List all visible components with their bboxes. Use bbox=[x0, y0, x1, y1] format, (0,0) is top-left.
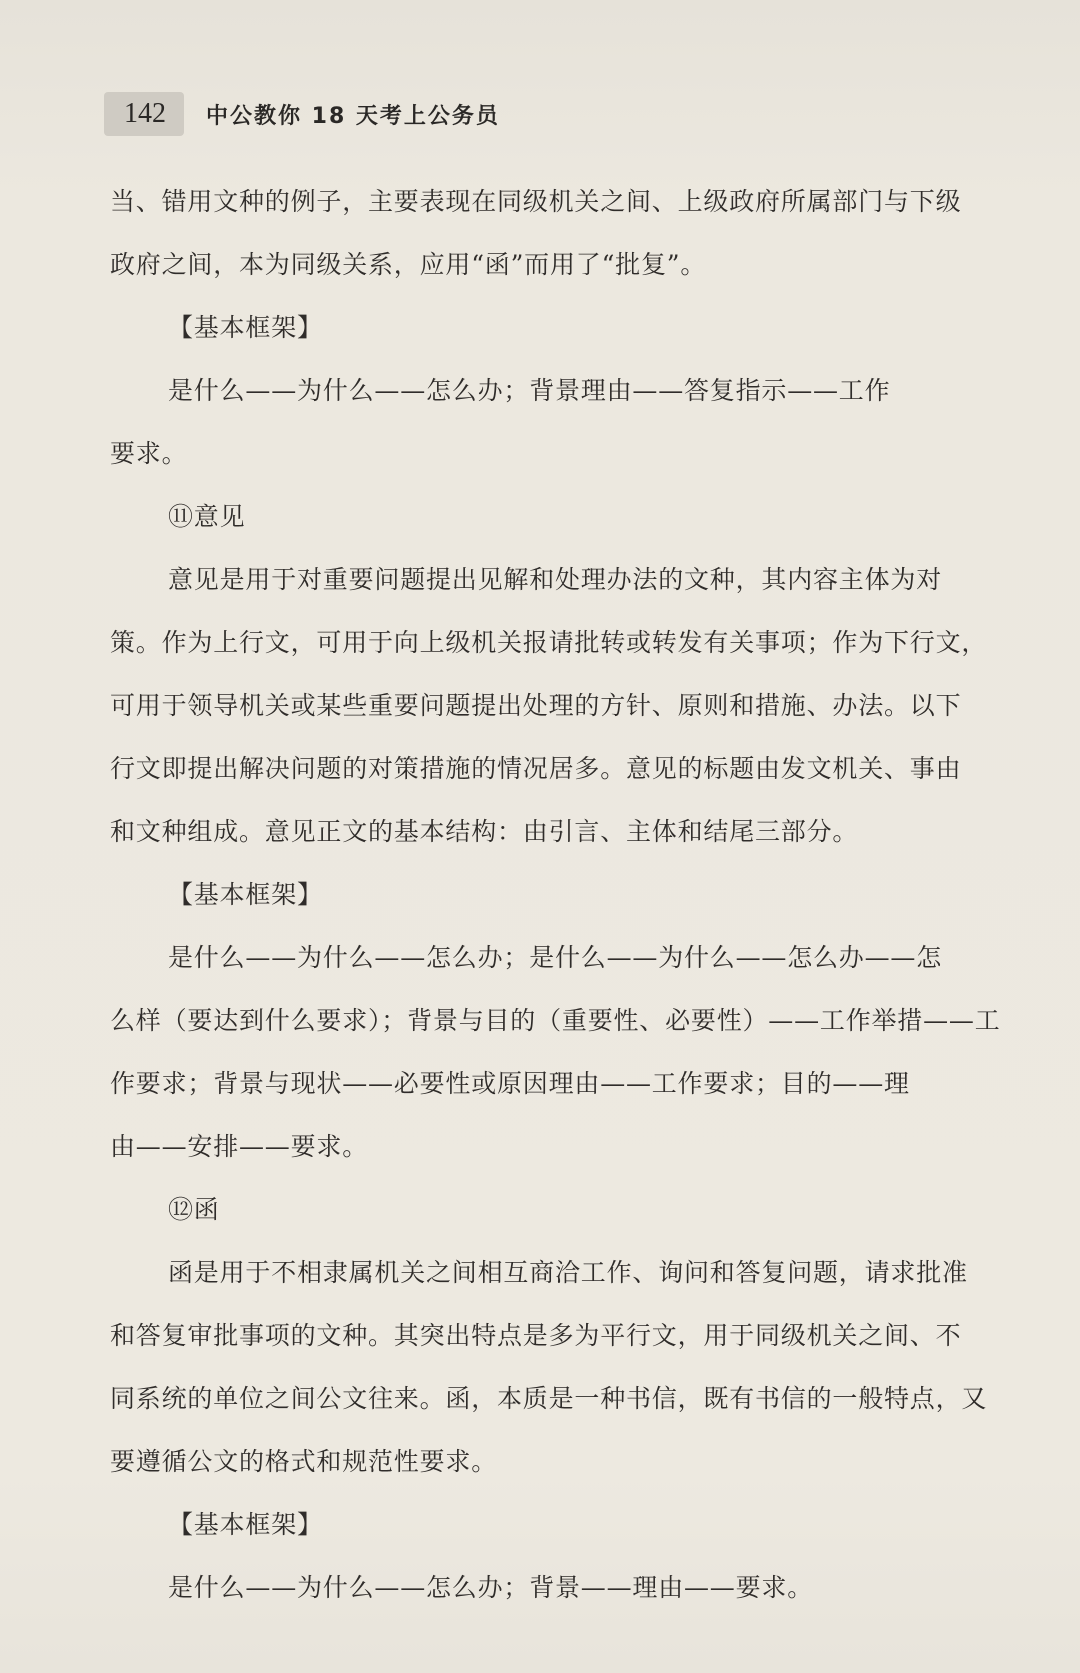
text-line: 和答复审批事项的文种。其突出特点是多为平行文，用于同级机关之间、不 bbox=[110, 1321, 962, 1350]
text-line: 作要求；背景与现状——必要性或原因理由——工作要求；目的——理 bbox=[110, 1069, 910, 1098]
body-text bbox=[110, 170, 1068, 1619]
section-heading: 【基本框架】 bbox=[168, 880, 323, 909]
page-header bbox=[104, 88, 500, 140]
text-line: 是什么——为什么——怎么办；背景——理由——要求。 bbox=[168, 1573, 814, 1602]
text-line: 同系统的单位之间公文往来。函，本质是一种书信，既有书信的一般特点，又 bbox=[110, 1384, 988, 1413]
text-line: 政府之间，本为同级关系，应用“函”而用了“批复”。 bbox=[110, 250, 707, 279]
text-line: 么样（要达到什么要求）；背景与目的（重要性、必要性）——工作举措——工 bbox=[110, 1006, 1001, 1035]
page-number: 142 bbox=[104, 92, 184, 136]
text-line: 和文种组成。意见正文的基本结构：由引言、主体和结尾三部分。 bbox=[110, 817, 859, 846]
text-line: 意见是用于对重要问题提出见解和处理办法的文种，其内容主体为对 bbox=[168, 565, 943, 594]
text-line: 可用于领导机关或某些重要问题提出处理的方针、原则和措施、办法。以下 bbox=[110, 691, 962, 720]
text-line: 策。作为上行文，可用于向上级机关报请批转或转发有关事项；作为下行文， bbox=[110, 628, 988, 657]
book-title: 中公教你 18 天考上公务员 bbox=[206, 103, 500, 129]
section-heading: ⑫函 bbox=[168, 1195, 220, 1224]
section-heading: 【基本框架】 bbox=[168, 313, 323, 342]
text-line: 由——安排——要求。 bbox=[110, 1132, 369, 1161]
text-line: 行文即提出解决问题的对策措施的情况居多。意见的标题由发文机关、事由 bbox=[110, 754, 962, 783]
text-line: 函是用于不相隶属机关之间相互商洽工作、询问和答复问题，请求批准 bbox=[168, 1258, 968, 1287]
text-line: 要求。 bbox=[110, 439, 188, 468]
text-line: 要遵循公文的格式和规范性要求。 bbox=[110, 1447, 498, 1476]
section-heading: ⑪意见 bbox=[168, 502, 246, 531]
text-line: 是什么——为什么——怎么办；背景理由——答复指示——工作 bbox=[168, 376, 891, 405]
section-heading: 【基本框架】 bbox=[168, 1510, 323, 1539]
text-line: 是什么——为什么——怎么办；是什么——为什么——怎么办——怎 bbox=[168, 943, 943, 972]
text-line: 当、错用文种的例子，主要表现在同级机关之间、上级政府所属部门与下级 bbox=[110, 187, 962, 216]
